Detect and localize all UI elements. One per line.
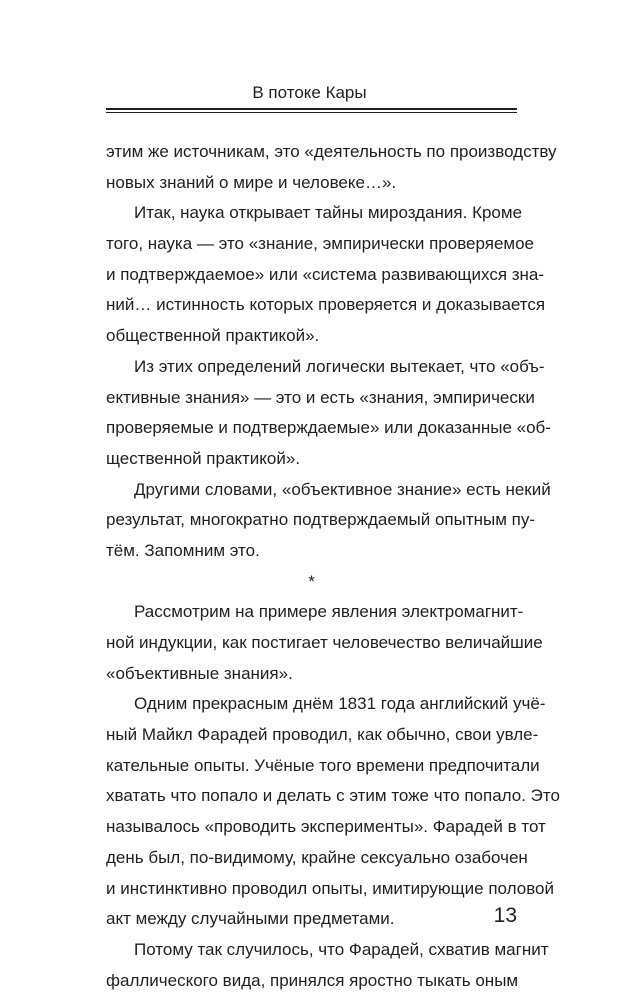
running-title: В потоке Кары: [252, 83, 367, 102]
text-line: «объективные знания».: [106, 663, 293, 683]
text-line: ной индукции, как постигает человечество величайшие: [106, 633, 543, 652]
text-line: Одним прекрасным днём 1831 года английский учё-: [134, 694, 546, 714]
text-line: фаллического вида, принялся яростно тыкать оным: [106, 970, 519, 990]
header-rule-thin: [106, 112, 517, 113]
text-line: тём. Запомним это.: [106, 540, 260, 560]
text-line: результат, многократно подтверждаемый опытным пу-: [106, 510, 535, 530]
text-line: Потому так случилось, что Фарадей, схватив магнит: [134, 939, 549, 959]
text-line: новых знаний о мире и человеке…».: [106, 172, 397, 192]
text-line: и подтверждаемое» или «система развивающихся зна-: [106, 264, 545, 284]
text-line: и инстинктивно проводил опыты, имитирующие половой: [106, 878, 554, 898]
text-line: кательные опыты. Учёные того времени предпочитали: [106, 755, 540, 775]
section-separator: *: [308, 571, 315, 591]
text-line: Из этих определений логически вытекает, что «объ-: [134, 356, 545, 376]
text-line: хватать что попало и делать с этим тоже что попало. Это: [106, 786, 560, 806]
text-line: щественной практикой».: [106, 448, 301, 468]
text-line: проверяемые и подтверждаемые» или доказанные «об-: [106, 418, 551, 438]
text-line: ний… истинность которых проверяется и доказывается: [106, 295, 546, 315]
text-line: называлось «проводить эксперименты». Фарадей в тот: [106, 817, 546, 837]
text-line: этим же источникам, это «деятельность по производству: [106, 142, 557, 161]
text-line: общественной практикой».: [106, 326, 320, 346]
text-line: того, наука — это «знание, эмпирически проверяемое: [106, 234, 535, 254]
text-line: Другими словами, «объективное знание» есть некий: [134, 479, 551, 499]
body-text: [106, 137, 560, 996]
text-line: день был, по-видимому, крайне сексуально озабочен: [106, 847, 528, 867]
page-number: 13: [493, 904, 517, 927]
header-rule-thick: [106, 108, 517, 110]
text-line: Рассмотрим на примере явления электромагнит-: [134, 602, 524, 622]
text-line: ективные знания» — это и есть «знания, эмпирически: [106, 387, 535, 407]
text-line: ный Майкл Фарадей проводил, как обычно, свои увле-: [106, 725, 539, 745]
text-line: акт между случайными предметами.: [106, 909, 395, 929]
text-line: Итак, наука открывает тайны мироздания. Кроме: [134, 203, 523, 223]
